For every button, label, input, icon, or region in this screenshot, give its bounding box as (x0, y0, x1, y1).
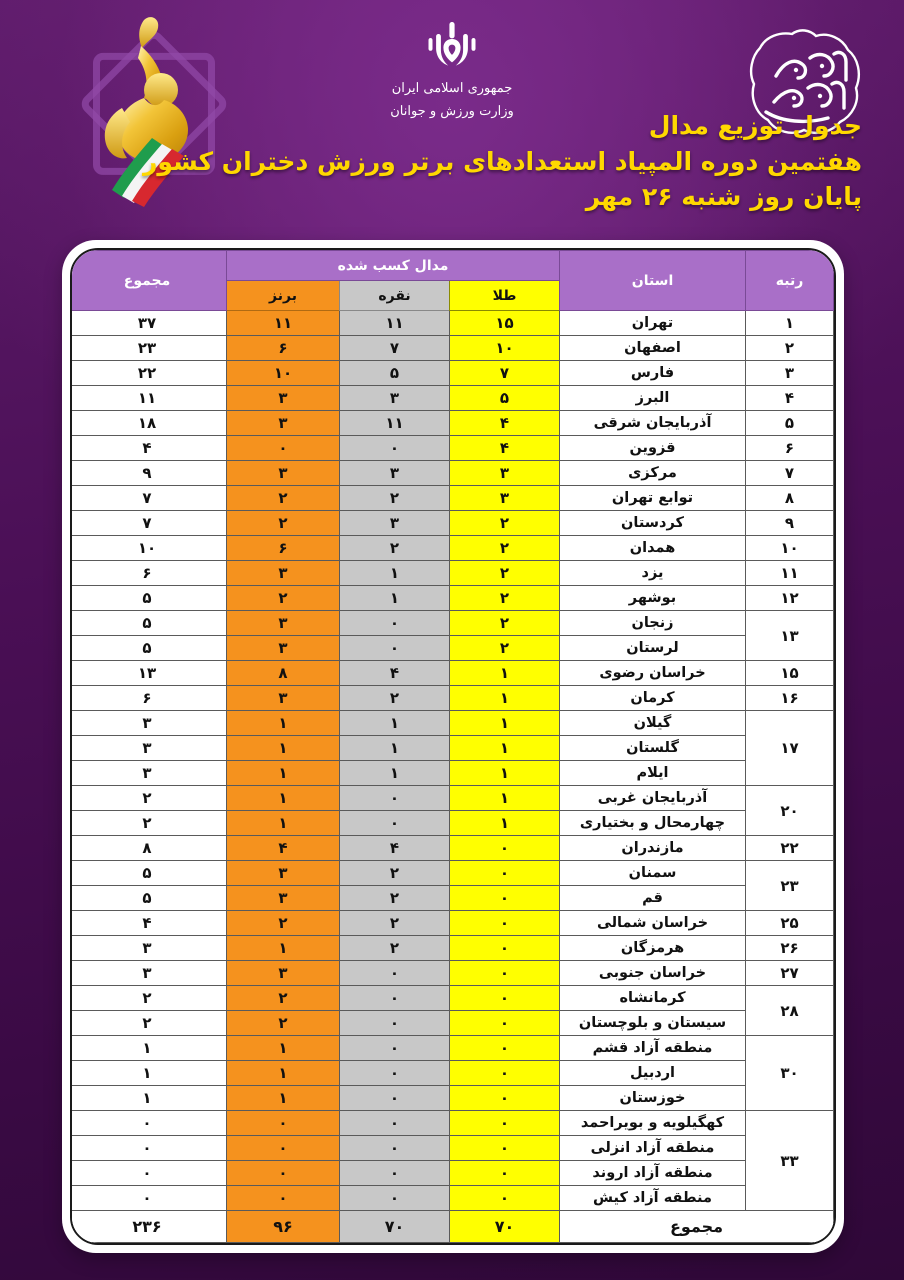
cell-total: ۲۲ (70, 361, 227, 386)
table-row (70, 336, 834, 361)
table-row (70, 1086, 834, 1111)
cell-province: قزوین (560, 436, 746, 461)
cell-bronze: ۲ (227, 486, 340, 511)
table-row (70, 1011, 834, 1036)
cell-bronze: ۳ (227, 686, 340, 711)
table-row (70, 761, 834, 786)
cell-gold: ۰ (450, 911, 560, 936)
cell-total: ۱ (70, 1061, 227, 1086)
cell-bronze: ۲ (227, 911, 340, 936)
cell-silver: ۱۱ (340, 311, 450, 336)
cell-total: ۳۷ (70, 311, 227, 336)
total-bronze: ۹۶ (227, 1211, 340, 1243)
cell-gold: ۰ (450, 861, 560, 886)
cell-rank: ۲۷ (746, 961, 834, 986)
cell-bronze: ۳ (227, 386, 340, 411)
ministry-line-country: جمهوری اسلامی ایران (391, 81, 513, 96)
cell-gold: ۰ (450, 1086, 560, 1111)
table-header-row-1 (70, 251, 834, 281)
cell-province: قم (560, 886, 746, 911)
cell-gold: ۰ (450, 1036, 560, 1061)
cell-province: مازندران (560, 836, 746, 861)
page-subtitle: هفتمین دوره المپیاد استعدادهای برتر ورزش دختران کشور (143, 146, 862, 176)
cell-silver: ۱ (340, 561, 450, 586)
cell-gold: ۱ (450, 711, 560, 736)
cell-province: بوشهر (560, 586, 746, 611)
cell-total: ۳ (70, 761, 227, 786)
cell-silver: ۰ (340, 986, 450, 1011)
cell-gold: ۳ (450, 461, 560, 486)
medal-distribution-table (70, 250, 834, 1243)
total-silver: ۷۰ (340, 1211, 450, 1243)
cell-total: ۵ (70, 611, 227, 636)
cell-total: ۱ (70, 1086, 227, 1111)
total-sum: ۲۳۶ (70, 1211, 227, 1243)
cell-silver: ۱ (340, 761, 450, 786)
cell-total: ۱۱ (70, 386, 227, 411)
cell-silver: ۱ (340, 711, 450, 736)
cell-gold: ۰ (450, 1061, 560, 1086)
cell-total: ۶ (70, 561, 227, 586)
cell-total: ۴ (70, 436, 227, 461)
cell-rank: ۲۸ (746, 986, 834, 1036)
cell-province: فارس (560, 361, 746, 386)
cell-bronze: ۱ (227, 811, 340, 836)
cell-silver: ۰ (340, 1111, 450, 1136)
cell-total: ۵ (70, 586, 227, 611)
cell-silver: ۷ (340, 336, 450, 361)
cell-province: منطقه آزاد اروند (560, 1161, 746, 1186)
table-row (70, 386, 834, 411)
cell-bronze: ۲ (227, 986, 340, 1011)
cell-province: اصفهان (560, 336, 746, 361)
cell-silver: ۲ (340, 911, 450, 936)
cell-bronze: ۳ (227, 961, 340, 986)
cell-province: خراسان شمالی (560, 911, 746, 936)
cell-gold: ۲ (450, 586, 560, 611)
cell-rank: ۶ (746, 436, 834, 461)
cell-bronze: ۱ (227, 1086, 340, 1111)
cell-province: یزد (560, 561, 746, 586)
cell-total: ۱۰ (70, 536, 227, 561)
cell-silver: ۰ (340, 1036, 450, 1061)
cell-gold: ۲ (450, 536, 560, 561)
cell-province: چهارمحال و بختیاری (560, 811, 746, 836)
cell-gold: ۱ (450, 736, 560, 761)
cell-gold: ۱ (450, 786, 560, 811)
cell-total: ۵ (70, 636, 227, 661)
cell-bronze: ۳ (227, 561, 340, 586)
cell-bronze: ۱ (227, 1061, 340, 1086)
table-total-row (70, 1211, 834, 1243)
table-row (70, 936, 834, 961)
table-row (70, 636, 834, 661)
cell-total: ۷ (70, 486, 227, 511)
cell-silver: ۱ (340, 586, 450, 611)
cell-province: لرستان (560, 636, 746, 661)
table-foot (70, 1211, 834, 1243)
total-gold: ۷۰ (450, 1211, 560, 1243)
cell-gold: ۷ (450, 361, 560, 386)
cell-gold: ۳ (450, 486, 560, 511)
cell-gold: ۱۰ (450, 336, 560, 361)
table-row (70, 711, 834, 736)
cell-bronze: ۱ (227, 736, 340, 761)
cell-province: زنجان (560, 611, 746, 636)
cell-bronze: ۰ (227, 436, 340, 461)
table-row (70, 611, 834, 636)
cell-silver: ۰ (340, 786, 450, 811)
cell-rank: ۲ (746, 336, 834, 361)
cell-province: خراسان رضوی (560, 661, 746, 686)
table-row (70, 986, 834, 1011)
cell-total: ۳ (70, 736, 227, 761)
cell-gold: ۰ (450, 936, 560, 961)
cell-silver: ۰ (340, 636, 450, 661)
cell-province: کرمانشاه (560, 986, 746, 1011)
column-header-bronze: برنز (227, 281, 340, 311)
cell-rank: ۴ (746, 386, 834, 411)
cell-silver: ۰ (340, 1136, 450, 1161)
table-row (70, 1111, 834, 1136)
cell-total: ۵ (70, 861, 227, 886)
cell-total: ۳ (70, 936, 227, 961)
table-row (70, 561, 834, 586)
cell-total: ۲۳ (70, 336, 227, 361)
cell-rank: ۱۵ (746, 661, 834, 686)
cell-total: ۱۸ (70, 411, 227, 436)
cell-bronze: ۲ (227, 1011, 340, 1036)
table-row (70, 786, 834, 811)
cell-bronze: ۱ (227, 936, 340, 961)
cell-gold: ۰ (450, 986, 560, 1011)
cell-gold: ۲ (450, 636, 560, 661)
cell-gold: ۰ (450, 1011, 560, 1036)
cell-gold: ۰ (450, 1186, 560, 1211)
cell-province: اردبیل (560, 1061, 746, 1086)
cell-province: آذربایجان غربی (560, 786, 746, 811)
cell-gold: ۰ (450, 836, 560, 861)
cell-bronze: ۲ (227, 511, 340, 536)
cell-silver: ۲ (340, 536, 450, 561)
iran-emblem-icon (423, 18, 481, 70)
cell-bronze: ۰ (227, 1111, 340, 1136)
cell-province: کرمان (560, 686, 746, 711)
table-body (70, 311, 834, 1211)
cell-total: ۲ (70, 811, 227, 836)
table-row (70, 661, 834, 686)
table-row (70, 911, 834, 936)
cell-bronze: ۳ (227, 411, 340, 436)
cell-bronze: ۶ (227, 336, 340, 361)
cell-rank: ۱۳ (746, 611, 834, 661)
cell-rank: ۲۵ (746, 911, 834, 936)
table-row (70, 311, 834, 336)
cell-silver: ۰ (340, 1011, 450, 1036)
cell-gold: ۰ (450, 886, 560, 911)
cell-province: توابع تهران (560, 486, 746, 511)
cell-gold: ۵ (450, 386, 560, 411)
medal-table-frame (62, 240, 844, 1253)
table-row (70, 811, 834, 836)
table-row (70, 486, 834, 511)
cell-total: ۳ (70, 961, 227, 986)
cell-total: ۴ (70, 911, 227, 936)
cell-rank: ۱ (746, 311, 834, 336)
cell-silver: ۲ (340, 861, 450, 886)
cell-rank: ۷ (746, 461, 834, 486)
cell-total: ۱۳ (70, 661, 227, 686)
cell-province: کردستان (560, 511, 746, 536)
cell-silver: ۰ (340, 1061, 450, 1086)
cell-rank: ۱۰ (746, 536, 834, 561)
table-row (70, 511, 834, 536)
cell-bronze: ۳ (227, 611, 340, 636)
poster-header (0, 0, 904, 238)
cell-silver: ۰ (340, 811, 450, 836)
cell-province: کهگیلویه و بویراحمد (560, 1111, 746, 1136)
ministry-line-department: وزارت ورزش و جوانان (390, 103, 514, 119)
cell-rank: ۲۶ (746, 936, 834, 961)
cell-rank: ۲۳ (746, 861, 834, 911)
cell-bronze: ۳ (227, 636, 340, 661)
cell-total: ۲ (70, 1011, 227, 1036)
cell-province: آذربایجان شرقی (560, 411, 746, 436)
cell-bronze: ۶ (227, 536, 340, 561)
cell-gold: ۴ (450, 436, 560, 461)
cell-rank: ۱۱ (746, 561, 834, 586)
cell-province: منطقه آزاد انزلی (560, 1136, 746, 1161)
cell-province: خراسان جنوبی (560, 961, 746, 986)
table-row (70, 736, 834, 761)
cell-gold: ۰ (450, 1111, 560, 1136)
column-header-province: استان (560, 251, 746, 311)
cell-total: ۲ (70, 986, 227, 1011)
cell-bronze: ۱ (227, 711, 340, 736)
cell-total: ۹ (70, 461, 227, 486)
table-row (70, 1061, 834, 1086)
cell-gold: ۰ (450, 1136, 560, 1161)
cell-silver: ۰ (340, 436, 450, 461)
cell-bronze: ۰ (227, 1186, 340, 1211)
cell-total: ۰ (70, 1136, 227, 1161)
cell-province: خوزستان (560, 1086, 746, 1111)
cell-silver: ۴ (340, 836, 450, 861)
cell-bronze: ۸ (227, 661, 340, 686)
cell-rank: ۱۶ (746, 686, 834, 711)
cell-silver: ۱ (340, 736, 450, 761)
table-head (70, 251, 834, 311)
cell-gold: ۰ (450, 1161, 560, 1186)
poster-titles (143, 108, 862, 215)
cell-total: ۵ (70, 886, 227, 911)
table-row (70, 861, 834, 886)
cell-gold: ۲ (450, 511, 560, 536)
cell-silver: ۰ (340, 1086, 450, 1111)
cell-gold: ۱ (450, 761, 560, 786)
table-row (70, 461, 834, 486)
table-row (70, 1186, 834, 1211)
table-row (70, 1136, 834, 1161)
cell-total: ۷ (70, 511, 227, 536)
cell-total: ۰ (70, 1161, 227, 1186)
cell-silver: ۲ (340, 936, 450, 961)
cell-gold: ۴ (450, 411, 560, 436)
cell-gold: ۰ (450, 961, 560, 986)
cell-total: ۲ (70, 786, 227, 811)
column-header-medals-group: مدال کسب شده (227, 251, 560, 281)
cell-silver: ۵ (340, 361, 450, 386)
page-date-line: پایان روز شنبه ۲۶ مهر (585, 182, 862, 211)
cell-province: مرکزی (560, 461, 746, 486)
column-header-gold: طلا (450, 281, 560, 311)
table-row (70, 1036, 834, 1061)
cell-total: ۶ (70, 686, 227, 711)
cell-total: ۰ (70, 1111, 227, 1136)
table-row (70, 536, 834, 561)
cell-silver: ۳ (340, 386, 450, 411)
cell-bronze: ۲ (227, 586, 340, 611)
cell-gold: ۲ (450, 611, 560, 636)
column-header-silver: نقره (340, 281, 450, 311)
cell-province: ایلام (560, 761, 746, 786)
cell-silver: ۰ (340, 611, 450, 636)
cell-silver: ۲ (340, 486, 450, 511)
cell-silver: ۰ (340, 1161, 450, 1186)
cell-silver: ۰ (340, 961, 450, 986)
cell-rank: ۳۳ (746, 1111, 834, 1211)
table-row (70, 411, 834, 436)
cell-bronze: ۱۱ (227, 311, 340, 336)
table-row (70, 586, 834, 611)
cell-province: منطقه آزاد کیش (560, 1186, 746, 1211)
cell-gold: ۱۵ (450, 311, 560, 336)
cell-gold: ۱ (450, 811, 560, 836)
cell-rank: ۱۲ (746, 586, 834, 611)
cell-rank: ۲۰ (746, 786, 834, 836)
cell-bronze: ۳ (227, 886, 340, 911)
page-title: جدول توزیع مدال (648, 111, 862, 140)
cell-province: سمنان (560, 861, 746, 886)
cell-bronze: ۰ (227, 1161, 340, 1186)
cell-bronze: ۳ (227, 861, 340, 886)
column-header-rank: رتبه (746, 251, 834, 311)
cell-province: همدان (560, 536, 746, 561)
cell-silver: ۳ (340, 511, 450, 536)
cell-rank: ۱۷ (746, 711, 834, 786)
cell-province: گیلان (560, 711, 746, 736)
cell-rank: ۳ (746, 361, 834, 386)
cell-province: گلستان (560, 736, 746, 761)
cell-rank: ۳۰ (746, 1036, 834, 1111)
cell-bronze: ۳ (227, 461, 340, 486)
table-row (70, 436, 834, 461)
cell-rank: ۹ (746, 511, 834, 536)
cell-province: تهران (560, 311, 746, 336)
medal-table-inner (70, 248, 836, 1245)
cell-gold: ۱ (450, 686, 560, 711)
cell-rank: ۲۲ (746, 836, 834, 861)
cell-bronze: ۱۰ (227, 361, 340, 386)
table-row (70, 361, 834, 386)
cell-silver: ۴ (340, 661, 450, 686)
cell-total: ۱ (70, 1036, 227, 1061)
cell-province: البرز (560, 386, 746, 411)
table-row (70, 886, 834, 911)
cell-silver: ۲ (340, 886, 450, 911)
table-row (70, 686, 834, 711)
table-row (70, 961, 834, 986)
cell-bronze: ۱ (227, 761, 340, 786)
total-row-label: مجموع (560, 1211, 834, 1243)
cell-bronze: ۰ (227, 1136, 340, 1161)
cell-total: ۰ (70, 1186, 227, 1211)
cell-silver: ۲ (340, 686, 450, 711)
cell-silver: ۳ (340, 461, 450, 486)
cell-province: منطقه آزاد قشم (560, 1036, 746, 1061)
cell-province: سیستان و بلوچستان (560, 1011, 746, 1036)
cell-silver: ۱۱ (340, 411, 450, 436)
column-header-total: مجموع (70, 251, 227, 311)
cell-bronze: ۱ (227, 1036, 340, 1061)
table-row (70, 836, 834, 861)
cell-silver: ۰ (340, 1186, 450, 1211)
cell-gold: ۲ (450, 561, 560, 586)
cell-total: ۳ (70, 711, 227, 736)
cell-rank: ۵ (746, 411, 834, 436)
cell-bronze: ۱ (227, 786, 340, 811)
cell-gold: ۱ (450, 661, 560, 686)
table-row (70, 1161, 834, 1186)
cell-province: هرمزگان (560, 936, 746, 961)
cell-bronze: ۴ (227, 836, 340, 861)
cell-rank: ۸ (746, 486, 834, 511)
cell-total: ۸ (70, 836, 227, 861)
